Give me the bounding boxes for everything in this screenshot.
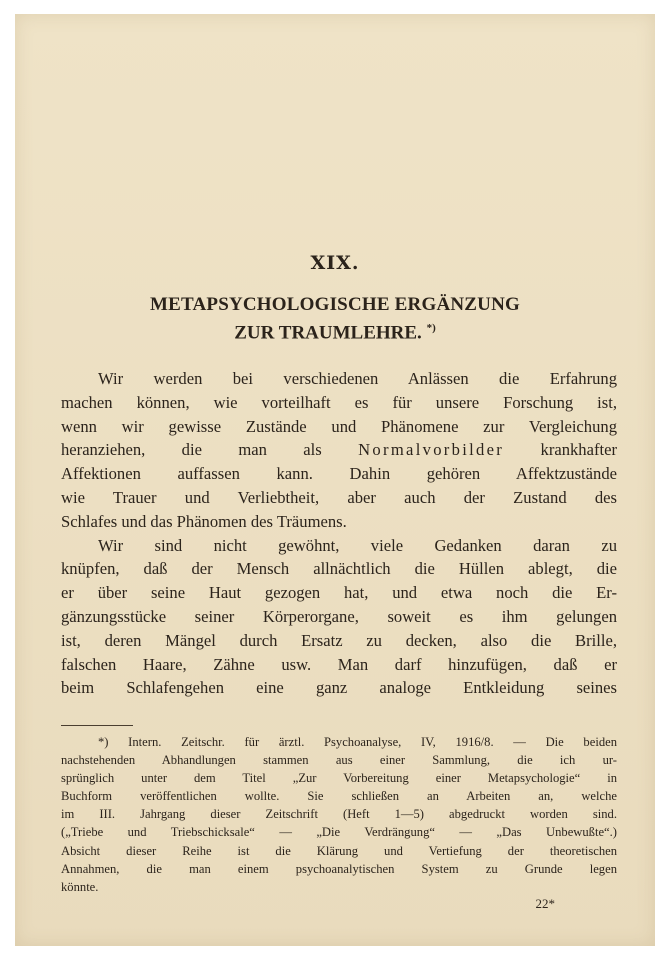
body-line: wie Trauer und Verliebtheit, aber auch der Zustand des [61,487,617,507]
signature-mark: 22* [535,896,555,911]
body-line: Affektionen auffassen kann. Dahin gehören Affektzustände [61,464,617,484]
body-line: machen können, wie vorteilhaft es für unsere Forschung ist, [61,392,617,412]
emphasized-term: Normalvorbilder [358,440,505,460]
body-text [61,367,617,700]
body-text-span: heranziehen, die man als [61,440,322,460]
footnote-divider [61,725,133,726]
footnote-line: sprünglich unter dem Titel „Zur Vorbereitung einer Metapsychologie“ in [61,771,617,786]
body-line-with-emphasis [61,438,617,462]
body-line: ist, deren Mängel durch Ersatz zu decken, also die Brille, [61,630,617,650]
footnote-line: im III. Jahrgang dieser Zeitschrift (Heft 1—5) abgedruckt worden sind. [61,807,617,822]
footnote-line: („Triebe und Triebschicksale“ — „Die Verdrängung“ — „Das Unbewußte“.) [61,825,617,840]
body-text-span: krankhafter [540,440,617,460]
book-page [15,14,655,946]
footnote [61,733,617,896]
body-line: wenn wir gewisse Zustände und Phänomene zur Vergleichung [61,416,617,436]
footnote-line: nachstehenden Abhandlungen stammen aus einer Sammlung, die ich ur- [61,753,617,768]
footnote-line: Absicht dieser Reihe ist die Klärung und Vertiefung der theoretischen [61,843,617,858]
body-line: falschen Haare, Zähne usw. Man darf hinzufügen, daß er [61,654,617,674]
body-line: knüpfen, daß der Mensch allnächtlich die Hüllen ablegt, die [61,559,617,579]
body-line: er über seine Haut gezogen hat, und etwa noch die Er- [61,583,617,603]
footnote-line: *) Intern. Zeitschr. für ärztl. Psychoanalyse, IV, 1916/8. — Die beiden [98,735,617,749]
footnote-line: Annahmen, die man einem psychoanalytischen System zu Grunde legen [61,861,617,876]
body-line: Wir werden bei verschiedenen Anlässen die Erfahrung [98,369,617,388]
footnote-marker: *) [426,322,436,334]
chapter-title-line-2 [15,322,655,344]
chapter-title-line-1: METAPSYCHOLOGISCHE ERGÄNZUNG [150,294,520,315]
body-line: gänzungsstücke seiner Körperorgane, soweit es ihm gelungen [61,606,617,626]
chapter-title-line-2-text: ZUR TRAUMLEHRE. [234,322,422,344]
body-line: beim Schlafengehen eine ganz analoge Entkleidung seines [61,678,617,698]
body-line: Schlafes und das Phänomen des Träumens. [61,511,347,531]
footnote-line: könnte. [61,879,99,894]
footnote-line: Buchform veröffentlichen wollte. Sie schließen an Arbeiten an, welche [61,789,617,804]
chapter-number: XIX. [310,252,360,274]
body-line: Wir sind nicht gewöhnt, viele Gedanken daran zu [98,535,617,555]
